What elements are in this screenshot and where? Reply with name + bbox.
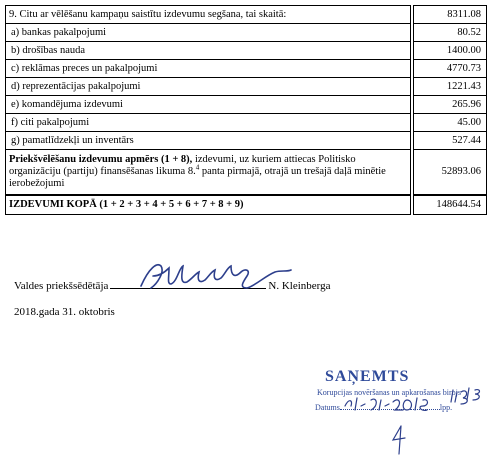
- total-label: IZDEVUMI KOPĀ (1 + 2 + 3 + 4 + 5 + 6 + 7 + 8 + 9): [6, 195, 411, 215]
- stamp-date-label: Datums: [315, 403, 340, 412]
- signatory-name: N. Kleinberga: [268, 280, 331, 292]
- row-amount: 80.52: [414, 24, 487, 42]
- row-amount: 527.44: [414, 132, 487, 150]
- row-amount: 8311.08: [414, 6, 487, 24]
- row-amount: 52893.06: [414, 150, 487, 196]
- row-amount: 1221.43: [414, 78, 487, 96]
- row-label: d) reprezentācijas pakalpojumi: [6, 78, 411, 96]
- row-amount: 4770.73: [414, 60, 487, 78]
- row-label: g) pamatlīdzekļi un inventārs: [6, 132, 411, 150]
- row-amount: 45.00: [414, 114, 487, 132]
- pre-election-label-tail: panta pirmajā, otrajā un trešajā daļā minētie ierobežojumi: [9, 166, 386, 189]
- handwritten-signature: [135, 258, 295, 298]
- table-row-pre-election: [6, 150, 487, 196]
- table-row: [6, 42, 487, 60]
- received-stamp: [273, 366, 483, 456]
- table-row: [6, 96, 487, 114]
- pre-election-label-bold: Priekšvēlēšanu izdevumu apmērs (1 + 8),: [9, 154, 193, 165]
- table-row: [6, 24, 487, 42]
- pre-election-label-rest: izdevumi, uz kuriem attiecas Politisko organizāciju (partiju) finansēšanas likuma 8.: [9, 154, 356, 177]
- row-label: c) reklāmas preces un pakalpojumi: [6, 60, 411, 78]
- stamp-office: Korupcijas novēršanas un apkarošanas birojs: [317, 388, 461, 397]
- pre-election-label: [6, 150, 411, 196]
- table-row: [6, 114, 487, 132]
- row-label: 9. Citu ar vēlēšanu kampaņu saistītu izdevumu segšana, tai skaitā:: [6, 6, 411, 24]
- table-row-total: [6, 195, 487, 215]
- document-date: 2018.gada 31. oktobris: [14, 306, 115, 318]
- stamp-handwriting: [273, 366, 483, 456]
- table-row: [6, 132, 487, 150]
- table-row: [6, 60, 487, 78]
- pre-election-label-sup: 4: [195, 163, 200, 172]
- table-row: [6, 6, 487, 24]
- stamp-title: SAŅEMTS: [325, 368, 410, 385]
- expense-table: [5, 5, 487, 215]
- row-label: e) komandējuma izdevumi: [6, 96, 411, 114]
- row-label: b) drošības nauda: [6, 42, 411, 60]
- table-row: [6, 78, 487, 96]
- row-label: a) bankas pakalpojumi: [6, 24, 411, 42]
- stamp-pages-label: lpp.: [439, 403, 453, 412]
- row-amount: 265.96: [414, 96, 487, 114]
- signatory-role: Valdes priekšsēdētāja: [14, 280, 109, 292]
- row-amount: 1400.00: [414, 42, 487, 60]
- total-amount: 148644.54: [414, 195, 487, 215]
- row-label: f) citi pakalpojumi: [6, 114, 411, 132]
